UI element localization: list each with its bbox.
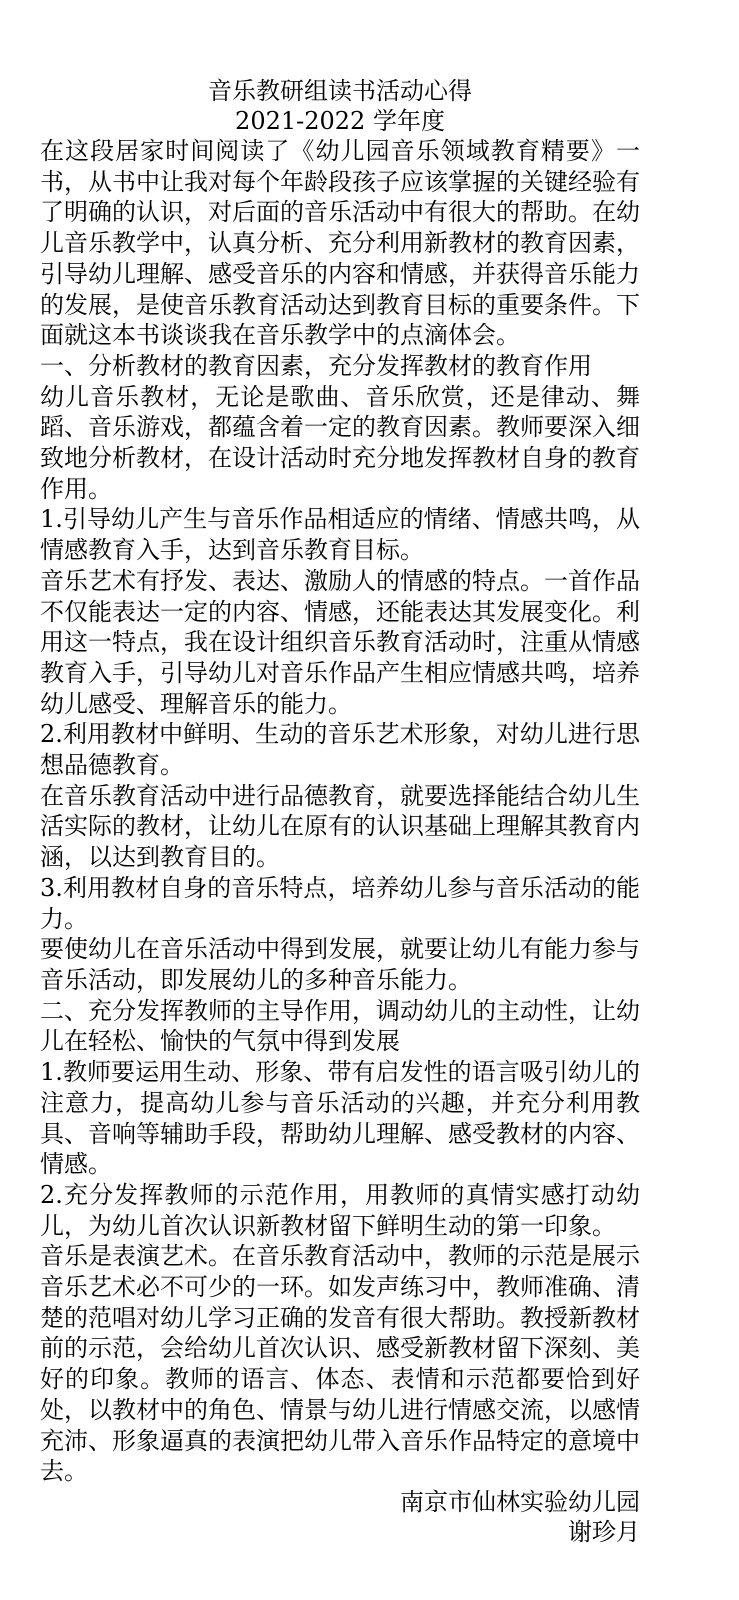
paragraph-intro: 在这段居家时间阅读了《幼儿园音乐领域教育精要》一书，从书中让我对每个年龄段孩子应该掌握的关键经验有了明确的认识，对后面的音乐活动中有很大的帮助。在幼儿音乐教学中，认真分析、充分利用新教材的教育因素，引导幼儿理解、感受音乐的内容和情感，并获得音乐能力的发展，是使音乐教育活动达到教育目标的重要条件。下面就这本书谈谈我在音乐教学中的点滴体会。 xyxy=(40,137,640,350)
subsection-heading: 3.利用教材自身的音乐特点，培养幼儿参与音乐活动的能力。 xyxy=(40,873,640,933)
paragraph: 幼儿音乐教材，无论是歌曲、音乐欣赏，还是律动、舞蹈、音乐游戏，都蕴含着一定的教育因素。教师要深入细致地分析教材，在设计活动时充分地发挥教材自身的教育作用。 xyxy=(40,382,640,503)
signature-organization: 南京市仙林实验幼儿园 xyxy=(400,1487,640,1516)
document-body xyxy=(40,136,640,1487)
document-title: 音乐教研组读书活动心得 xyxy=(208,77,472,105)
subsection-heading: 1.引导幼儿产生与音乐作品相适应的情绪、情感共鸣，从情感教育入手，达到音乐教育目标。 xyxy=(40,505,640,565)
subsection-heading: 2.利用教材中鲜明、生动的音乐艺术形象，对幼儿进行思想品德教育。 xyxy=(40,720,640,780)
signature-author: 谢珍月 xyxy=(568,1518,640,1547)
section-heading-2: 二、充分发挥教师的主导作用，调动幼儿的主动性，让幼儿在轻松、愉快的气氛中得到发展 xyxy=(40,996,640,1056)
paragraph: 在音乐教育活动中进行品德教育，就要选择能结合幼儿生活实际的教材，让幼儿在原有的认识基础上理解其教育内涵，以达到教育目的。 xyxy=(40,781,640,872)
document-subtitle: 2021-2022 学年度 xyxy=(235,107,445,135)
subsection-heading: 1.教师要运用生动、形象、带有启发性的语言吸引幼儿的注意力，提高幼儿参与音乐活动的兴趣，并充分利用教具、音响等辅助手段，帮助幼儿理解、感受教材的内容、情感。 xyxy=(40,1058,640,1179)
paragraph: 要使幼儿在音乐活动中得到发展，就要让幼儿有能力参与音乐活动，即发展幼儿的多种音乐能力。 xyxy=(40,935,640,994)
paragraph: 音乐艺术有抒发、表达、激励人的情感的特点。一首作品不仅能表达一定的内容、情感，还能表达其发展变化。利用这一特点，我在设计组织音乐教育活动时，注重从情感教育入手，引导幼儿对音乐作品产生相应情感共鸣，培养幼儿感受、理解音乐的能力。 xyxy=(40,566,640,718)
section-heading-1: 一、分析教材的教育因素，充分发挥教材的教育作用 xyxy=(40,351,592,380)
document-page xyxy=(40,76,640,1548)
paragraph: 音乐是表演艺术。在音乐教育活动中，教师的示范是展示音乐艺术必不可少的一环。如发声练习中，教师准确、清楚的范唱对幼儿学习正确的发音有很大帮助。教授新教材前的示范，会给幼儿首次认识、感受新教材留下深刻、美好的印象。教师的语言、体态、表情和示范都要恰到好处，以教材中的角色、情景与幼儿进行情感交流，以感情充沛、形象逼真的表演把幼儿带入音乐作品特定的意境中去。 xyxy=(40,1242,640,1486)
subsection-heading: 2.充分发挥教师的示范作用，用教师的真情实感打动幼儿，为幼儿首次认识新教材留下鲜明生动的第一印象。 xyxy=(40,1180,640,1240)
